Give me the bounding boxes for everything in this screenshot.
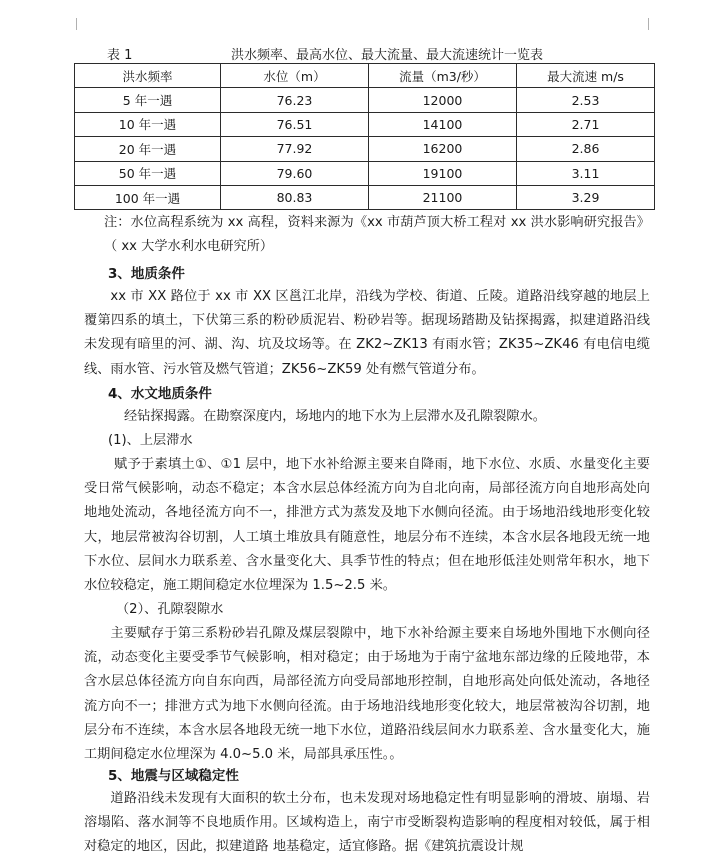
table-cell: 77.92 [221,137,369,161]
table-cell: 2.53 [517,88,655,112]
table-row [75,88,655,112]
flood-statistics-table [74,63,655,210]
table-cell: 2.86 [517,137,655,161]
table-title: 洪水频率、最高水位、最大流量、最大流速统计一览表 [231,48,544,63]
table-cell: 12000 [369,88,517,112]
table-cell: 100 年一遇 [75,185,221,209]
table-cell: 10 年一遇 [75,112,221,136]
table-row [75,185,655,209]
table-cell: 5 年一遇 [75,88,221,112]
section5-body: 道路沿线未发现有大面积的软土分布，也未发现对场地稳定性有明显影响的滑坡、崩塌、岩溶塌陷、落水洞等不良地质作用。区域构造上，南宁市受断裂构造影响的程度相对较低，属于相对稳定的地区，因此，拟建道路 地基稳定，适宜修路。据《建筑抗震设计规 [84,791,650,855]
table-cell: 3.11 [517,161,655,185]
table-row [75,137,655,161]
section5-heading: 5、地震与区域稳定性 [108,768,239,784]
section3-body: xx 市 XX 路位于 xx 市 XX 区邕江北岸，沿线为学校、街道、丘陵。道路沿线穿越的地层上覆第四系的填土，下伏第三系的粉砂质泥岩、粉砂岩等。据现场踏勘及钻探揭露，拟建道路沿线未发现有暗里的河、湖、沟、坑及坟场等。在 ZK2~ZK13 有雨水管；ZK35~ZK46 有电信电缆线、雨水管、污水管及燃气管道；ZK56~ZK59 处有燃气管道分布。 [84,289,650,377]
table-cell: 14100 [369,112,517,136]
page-corner-mark-right [648,18,661,30]
table-cell: 79.60 [221,161,369,185]
table-caption [107,44,543,63]
table-note: 注：水位高程系统为 xx 高程，资料来源为《xx 市葫芦顶大桥工程对 xx 洪水影响研究报告》（ xx 大学水利水电研究所） [104,215,650,255]
table-row [75,112,655,136]
table-cell: 50 年一遇 [75,161,221,185]
subsection1-title: (1)、上层滞水 [108,433,193,448]
table-cell: 2.71 [517,112,655,136]
table-cell: 16200 [369,137,517,161]
header-cell: 流量（m3/秒） [369,64,517,88]
table-label: 表 1 [107,48,133,63]
page-corner-mark-left [64,18,77,30]
subsection1-body: 赋予于素填土①、①1 层中，地下水补给源主要来自降雨，地下水位、水质、水量变化主要受日常气候影响，动态不稳定；本含水层总体经流方向为自北向南，局部径流方向自地形高处向地地处流动，各地径流方向不一，排泄方式为蒸发及地下水侧向径流。由于场地沿线地形变化较大，地层常被沟谷切割，人工填土堆放具有随意性，地层分布不连续，本含水层各地段无统一地下水位、层间水力联系差、含水量变化大、具季节性的特点；但在地形低洼处则常年积水，地下水位较稳定，施工期间稳定水位埋深为 1.5~2.5 米。 [84,457,650,594]
section4-intro: 经钻探揭露。在勘察深度内，场地内的地下水为上层滞水及孔隙裂隙水。 [124,409,546,424]
subsection2-title: （2）、孔隙裂隙水 [116,602,224,617]
table-cell: 3.29 [517,185,655,209]
table-cell: 76.51 [221,112,369,136]
table-cell: 20 年一遇 [75,137,221,161]
table-cell: 21100 [369,185,517,209]
table-cell: 76.23 [221,88,369,112]
section3-heading: 3、地质条件 [108,266,185,282]
table-cell: 80.83 [221,185,369,209]
table-header-row [75,64,655,88]
header-cell: 水位（m） [221,64,369,88]
header-cell: 最大流速 m/s [517,64,655,88]
table-cell: 19100 [369,161,517,185]
table-row [75,161,655,185]
subsection2-body: 主要赋存于第三系粉砂岩孔隙及煤层裂隙中，地下水补给源主要来自场地外围地下水侧向径流，动态变化主要受季节气候影响，相对稳定；由于场地为于南宁盆地东部边缘的丘陵地带，本含水层总体径流方向自东向西，局部径流方向受局部地形控制，自地形高处向低处流动，各地径流方向不一；排泄方式为地下水侧向径流。由于场地沿线地形变化较大，地层常被沟谷切割，地层分布不连续，本含水层各地段无统一地下水位，道路沿线层间水力联系差、含水量变化大，施工期间稳定水位埋深为 4.0~5.0 米，局部具承压性。。 [84,626,650,763]
header-cell: 洪水频率 [75,64,221,88]
section4-heading: 4、水文地质条件 [108,386,212,402]
